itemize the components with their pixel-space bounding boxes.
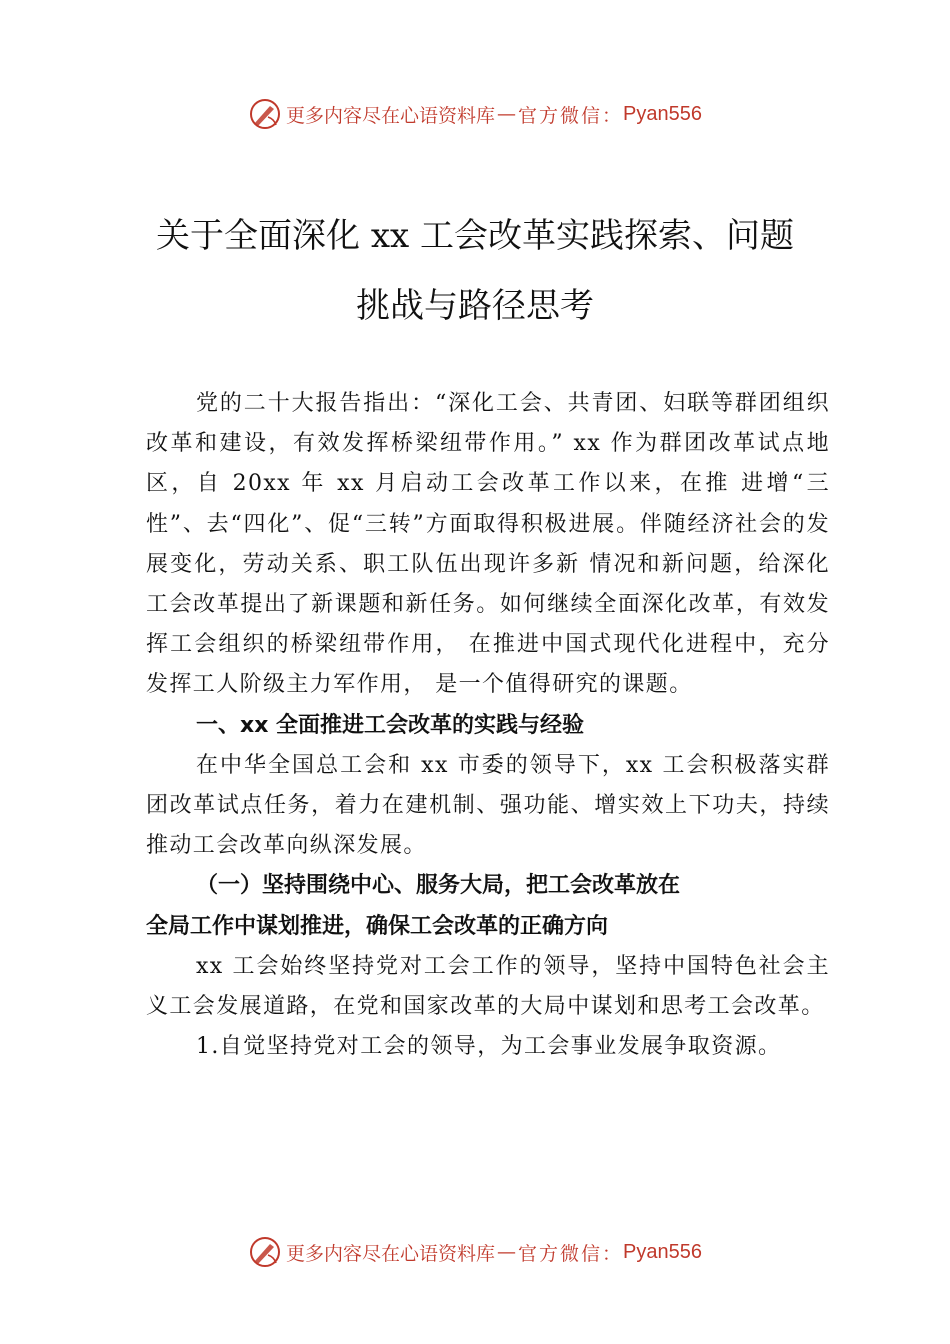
paragraph-subsection-1: xx 工会始终坚持党对工会工作的领导，坚持中国特色社会主义工会发展道路，在党和国家改革的大局中谋划和思考工会改革。	[146, 953, 830, 1020]
banner-separator: —	[497, 1241, 517, 1263]
subsection-heading-1-line-2: 全局工作中谋划推进，确保工会改革的正确方向	[146, 913, 609, 939]
pen-logo-icon	[248, 1235, 282, 1269]
section-heading-1: 一、xx 全面推进工会改革的实践与经验	[196, 712, 585, 738]
paragraph-intro: 党的二十大报告指出：“深化工会、共青团、妇联等群团组织改革和建设，有效发挥桥梁纽带作用。” xx 作为群团改革试点地区，自 20xx 年 xx 月启动工会改革工作以来，在推 进增“三性”、去“四化”、促“三转”方面取得积极进展。伴随经济社会的发展变化，劳动关系、职工队伍出现许多新 情况和新问题，给深化工会改革提出了新课题和新任务。如何继续全面深化改革，有效发挥工会组织的桥梁纽带作用， 在推进中国式现代化进程中，充分发挥工人阶级主力军作用， 是一个值得研究的课题。	[146, 391, 830, 698]
banner-text: 更多内容尽在心语资料库	[286, 1242, 496, 1265]
banner-wechat-id: Pyan556	[623, 1240, 702, 1263]
pen-logo-icon	[248, 97, 282, 131]
banner-text: 更多内容尽在心语资料库	[286, 104, 496, 127]
document-title-line-1: 关于全面深化 xx 工会改革实践探索、问题	[156, 216, 794, 256]
banner-wechat-label: 官方微信：	[518, 104, 624, 127]
banner-wechat-label: 官方微信：	[518, 1242, 624, 1265]
banner-wechat-id: Pyan556	[623, 102, 702, 125]
banner-separator: —	[497, 103, 517, 125]
paragraph-item-1: 1.自觉坚持党对工会的领导，为工会事业发展争取资源。	[196, 1034, 782, 1060]
watermark-banner-top	[0, 94, 950, 134]
document-title-line-2: 挑战与路径思考	[356, 286, 594, 326]
subsection-heading-1-line-1: （一）坚持围绕中心、服务大局，把工会改革放在	[196, 873, 681, 899]
subsection-heading-1	[146, 866, 830, 946]
paragraph-section-1: 在中华全国总工会和 xx 市委的领导下，xx 工会积极落实群团改革试点任务，着力在建机制、强功能、增实效上下功夫，持续推动工会改革向纵深发展。	[146, 752, 830, 859]
document-body	[146, 384, 830, 1067]
watermark-banner-bottom	[0, 1232, 950, 1272]
